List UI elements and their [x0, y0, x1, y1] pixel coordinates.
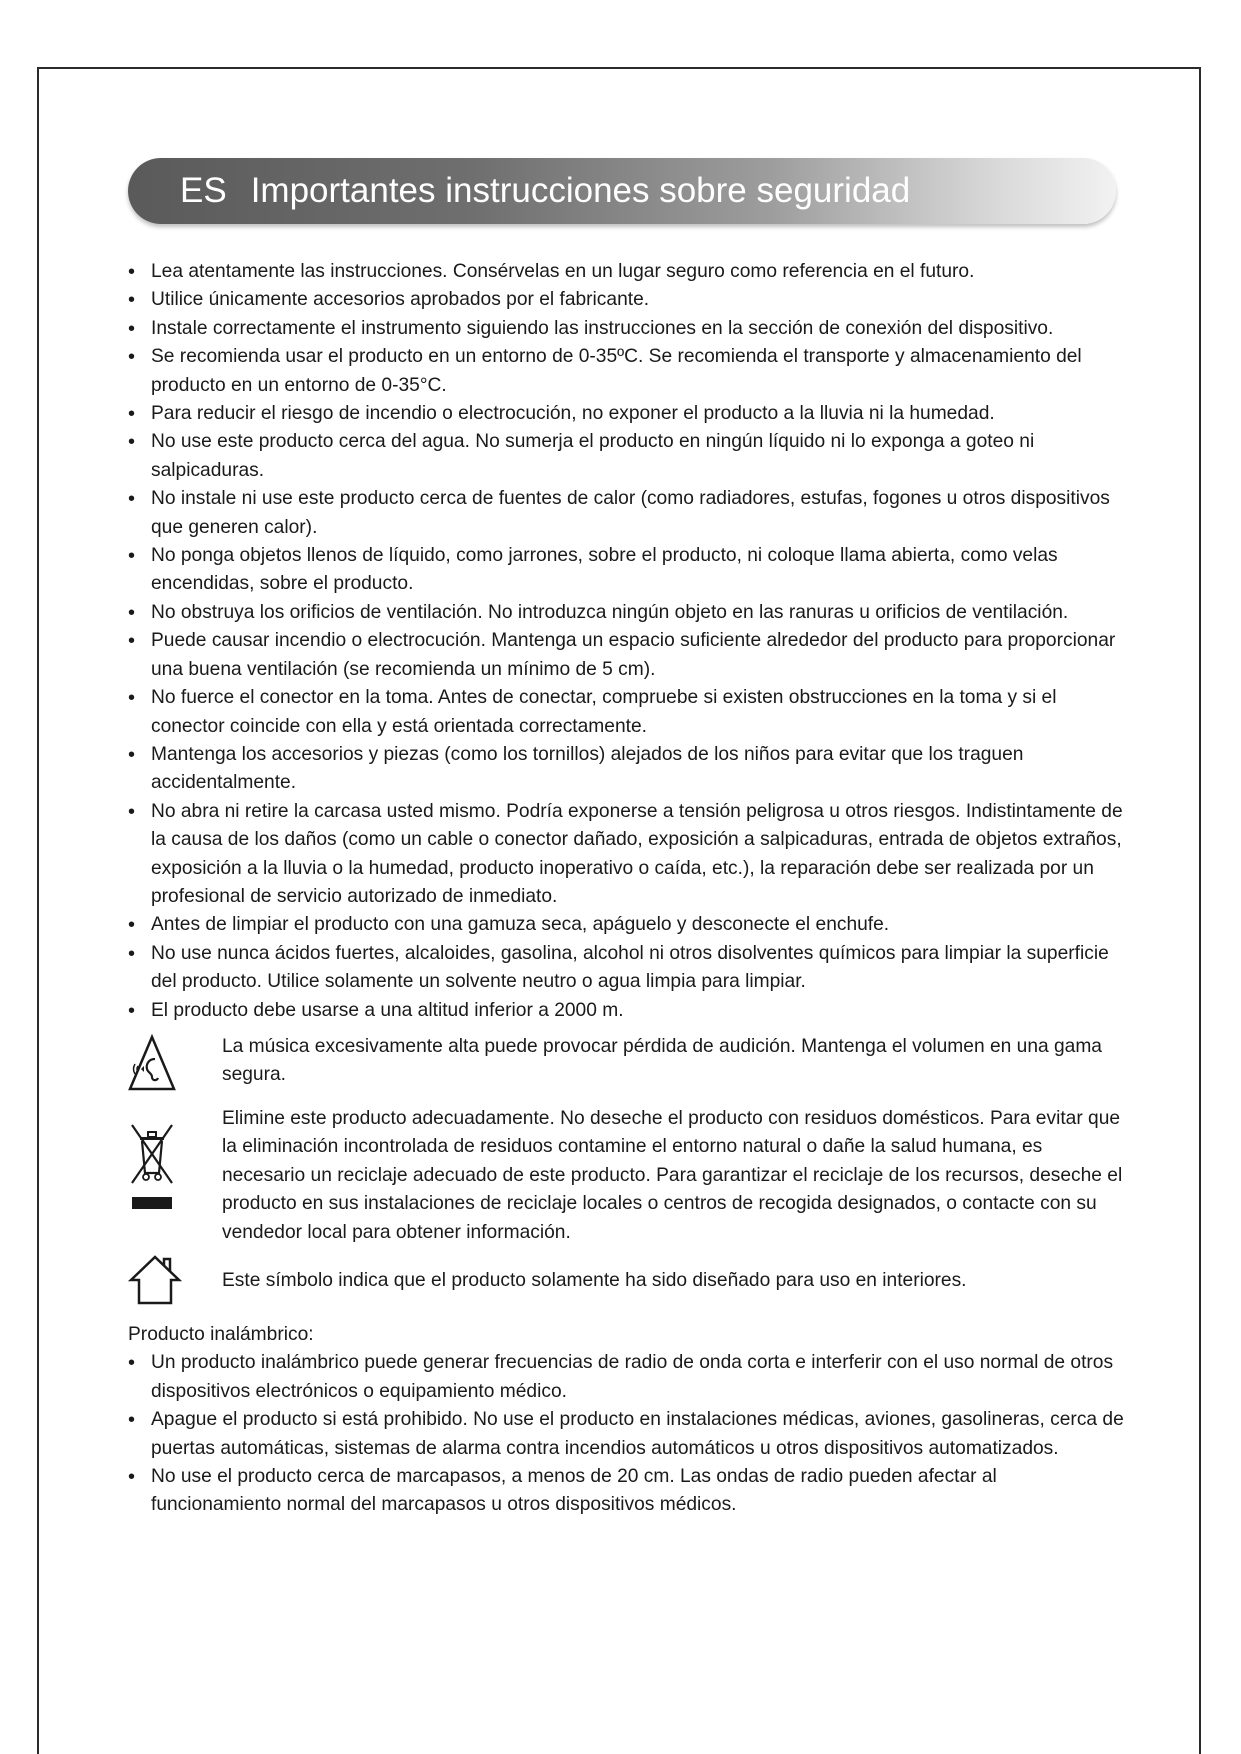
list-item: • Se recomienda usar el producto en un entorno de 0-35ºC. Se recomienda el transporte y almacenamiento del producto en un entorno de 0-35°C. — [128, 343, 1128, 400]
page-title: Importantes instrucciones sobre seguridad — [250, 171, 911, 210]
section-header-banner — [128, 158, 1116, 224]
safety-instructions-list — [128, 258, 1128, 1025]
list-item: • Utilice únicamente accesorios aprobados por el fabricante. — [128, 286, 1128, 314]
list-item: • No abra ni retire la carcasa usted mismo. Podría exponerse a tensión peligrosa u otros riesgos. Indistintamente de la causa de los daños (como un cable o conector dañado, exposición a salpicaduras, entrada de objetos extraños, exposición a la lluvia o la humedad, producto inoperativo o caída, etc.), la reparación debe ser realizada por un profesional de servicio autorizado de inmediato. — [128, 798, 1128, 912]
house-icon — [128, 1253, 222, 1307]
language-code: ES — [180, 171, 227, 210]
hearing-warning-text: La música excesivamente alta puede provocar pérdida de audición. Mantenga el volumen en una gama segura. — [222, 1035, 1102, 1086]
list-item: • Instale correctamente el instrumento siguiendo las instrucciones en la sección de conexión del dispositivo. — [128, 315, 1128, 343]
list-item: • No use este producto cerca del agua. No sumerja el producto en ningún líquido ni lo exponga a goteo ni salpicaduras. — [128, 428, 1128, 485]
list-item: • Antes de limpiar el producto con una gamuza seca, apáguelo y desconecte el enchufe. — [128, 911, 1128, 939]
indoor-use-notice — [128, 1253, 1128, 1307]
list-item: • Para reducir el riesgo de incendio o electrocución, no exponer el producto a la lluvia ni la humedad. — [128, 400, 1128, 428]
list-item: • No obstruya los orificios de ventilación. No introduzca ningún objeto en las ranuras u orificios de ventilación. — [128, 599, 1128, 627]
crossed-bin-icon — [128, 1105, 222, 1219]
list-item: • No instale ni use este producto cerca de fuentes de calor (como radiadores, estufas, fogones u otros dispositivos que generen calor). — [128, 485, 1128, 542]
list-item: • Mantenga los accesorios y piezas (como los tornillos) alejados de los niños para evitar que los traguen accidentalmente. — [128, 741, 1128, 798]
document-body — [128, 258, 1128, 1520]
list-item: • Lea atentamente las instrucciones. Consérvelas en un lugar seguro como referencia en el futuro. — [128, 258, 1128, 286]
wireless-instructions-list — [128, 1349, 1128, 1519]
list-item: • No use el producto cerca de marcapasos, a menos de 20 cm. Las ondas de radio pueden afectar al funcionamiento normal del marcapasos u otros dispositivos médicos. — [128, 1463, 1128, 1520]
wireless-section-title: Producto inalámbrico: — [128, 1324, 314, 1345]
list-item: • El producto debe usarse a una altitud inferior a 2000 m. — [128, 997, 1128, 1025]
list-item: • No fuerce el conector en la toma. Antes de conectar, compruebe si existen obstrucciones en la toma y si el conector coincide con ella y está orientada correctamente. — [128, 684, 1128, 741]
disposal-text: Elimine este producto adecuadamente. No deseche el producto con residuos domésticos. Para evitar que la eliminación incontrolada de residuos contamine el entorno natural o dañe la salud humana, es necesario un reciclaje adecuado de este producto. Para garantizar el reciclaje de los recursos, deseche el producto en sus instalaciones de reciclaje locales o centros de recogida designados, o contacte con su vendedor local para obtener información. — [222, 1107, 1123, 1243]
list-item: • No use nunca ácidos fuertes, alcaloides, gasolina, alcohol ni otros disolventes químicos para limpiar la superficie del producto. Utilice solamente un solvente neutro o agua limpia para limpiar. — [128, 940, 1128, 997]
list-item: • Puede causar incendio o electrocución. Mantenga un espacio suficiente alrededor del producto para proporcionar una buena ventilación (se recomienda un mínimo de 5 cm). — [128, 627, 1128, 684]
list-item: • No ponga objetos llenos de líquido, como jarrones, sobre el producto, ni coloque llama abierta, como velas encendidas, sobre el producto. — [128, 542, 1128, 599]
hearing-warning-notice — [128, 1033, 1128, 1093]
hearing-warning-icon — [128, 1033, 222, 1093]
list-item: • Un producto inalámbrico puede generar frecuencias de radio de onda corta e interferir con el uso normal de otros dispositivos electrónicos o equipamiento médico. — [128, 1349, 1128, 1406]
indoor-use-text: Este símbolo indica que el producto solamente ha sido diseñado para uso en interiores. — [222, 1270, 967, 1291]
list-item: • Apague el producto si está prohibido. No use el producto en instalaciones médicas, aviones, gasolineras, cerca de puertas automáticas, sistemas de alarma contra incendios automáticos u otros dispositivos automatizados. — [128, 1406, 1128, 1463]
disposal-notice — [128, 1105, 1128, 1247]
